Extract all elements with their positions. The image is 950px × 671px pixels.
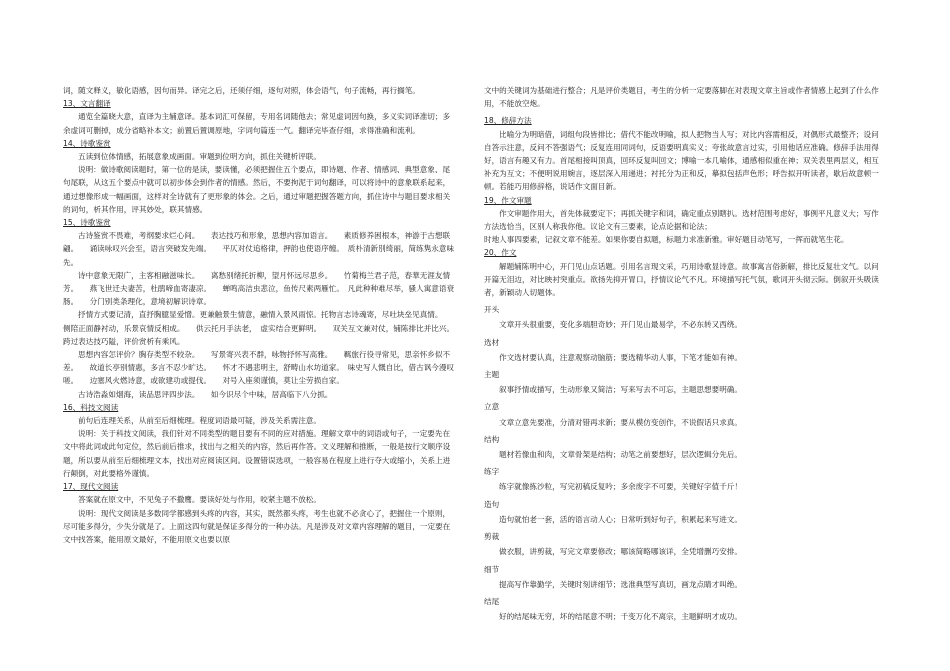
paragraph-15e: 古诗浩淼如烟海，读品思评四步法。 如今识尽个中味，居高临下八分抓。: [78, 389, 333, 399]
subheading-sentences: 造句: [484, 499, 500, 509]
heading-16-science: 16、科技文阅读: [63, 402, 119, 412]
right-paragraph-0: 文中的关键词为基础进行整合；凡是评价类题目，考生的分析一定要落脚在对表现文章主旨或作者情感上起到了什么作用，不能放空炮。: [484, 86, 879, 109]
verse-opening: 文章开头很重要，变化多端胆奇妙；开门见山最易学，不必东转又西绕。: [499, 320, 742, 330]
subheading-conception: 立意: [484, 402, 500, 412]
subheading-ending: 结尾: [484, 596, 500, 606]
heading-15-poetry: 15、诗歌鉴赏: [63, 218, 111, 228]
paragraph-16a: 前句后连理关系，从前至后细梳理。程度词语最可疑，涉及关系需注意。: [78, 416, 321, 426]
verse-wording: 练字就像拣沙粒，写完初稿反复吟；多余废字不可要，关键好字值千斤！: [499, 482, 742, 492]
verse-conception: 文章立意先要准，分清对错再求新；要从模仿变创作，不说假话只求真。: [499, 417, 742, 427]
paragraph-19b: 时地人事四要素，记叙文章不能差。如果你要自拟题，标题力求准新雅。审好题目动笔写，一挥而就笔生花。: [484, 235, 849, 245]
heading-17-modern: 17、现代文阅读: [63, 482, 119, 492]
paragraph-13: 通览全篇晓大意，直译为主辅意译。基本词汇可保留，专用名词随他去；常见虚词因句换，多义实词译准切；多余虚词可删掉，成分省略补本文；前置后置调原地，字词句篇连一气。翻译完毕查仔细，求得准确和流利。: [63, 112, 451, 135]
paragraph-15a: 古诗鉴赏不畏难，考纲要求烂心间。 表达技巧和形象，思想内容加语言。 素质修养困根本，神游于古想联翩。 诵读咏叹兴会至，语言突破发先端。 平仄对仗追格律，押韵也使语序缠。 质朴清新別绮丽，简练隽永意味先。: [63, 231, 455, 267]
paragraph-14b: 说明：做诗歌阅读题时，第一位的是读，要读懂，必须把握住五个要点，即诗题、作者、情感词、典型意象、尾句尾联，从这五个要点中就可以初步体会到作者的情感。然后，不要拘泥于词句翻译，可以将诗中的意象联系起来，通过想像形成一幅画面，这样对全诗就有了更形象的体会。之后，通过审题把握答题方向，抓住诗中与题目要求相关的词句，析其作用，评其妙处，联其情感。: [63, 165, 451, 214]
verse-details: 提高写作靠勤学，关键时刻讲细节；选准典型写真切，画龙点睛才叫绝。: [499, 579, 742, 589]
heading-18-rhetoric: 18、修辞方法: [484, 116, 532, 126]
verse-theme: 叙事抒情或描写，生动形象又简洁；写来写去不可忘，主题思想要明确。: [499, 385, 742, 395]
paragraph-14a: 五读到位体情感，拓展意象成画面。审题到位明方向，抓住关键析评联。: [78, 152, 321, 162]
subheading-details: 细节: [484, 564, 500, 574]
paragraph-15d: 思想内容怎评价？胸存类型不较杂。 写景寄兴表不群，咏物抒怀写高雅。 羁旅行役寻常见，思亲怀乡似不差。 故道长亭别情惠，多言不忍少旷达。 怀才不遇悲明主，舒畴山水坊道家。 味史写人慨自比，借古讽今漫叹嗟。 边塞风火燃诗意，或欲建功或提伐。 对号入座须谨慎，莫让尘劳损自家。: [63, 350, 455, 386]
left-column: [63, 84, 466, 546]
subheading-material: 选材: [484, 337, 500, 347]
paragraph-15c: 抒情方式要记清，直抒胸臆显爱憎。更兼触景生情意，融情入景风雨惊。托物言志诗魂寄，尽吐块垒见真情。 侧陪正面静衬动，乐景哀情反相成。 供云托月手法老， 虚实结合更鲜明。 双关互文兼对仗，铺陈排比并比兴。 跨过表达技巧隘，评价赏析有乘风。: [63, 310, 466, 346]
heading-19-essay-topic: 19、作文审题: [484, 195, 532, 205]
subheading-wording: 练字: [484, 467, 500, 477]
verse-material: 作文选材要认真，注意观察动脑筋；要选精华动人事，下笔才能如有神。: [499, 352, 742, 362]
paragraph-18: 比喻分为明暗借，词组句段皆排比；借代不能改明喻，拟人把物当人写；对比内容需相反，对偶形式最整齐；设问自答示注意，反问不答强语气；反复连用同词句，反语要明真实义；夸张故意言过实，引用他话应准确。修辞手法用得好，语言有趣又有力。首尾相接叫顶真，回环反复叫回文；博喻一本几喻体，通感相似重在神；双关表里两层义，相互补充为互文；不便明说用婉言，逐层深入用递进；衬托分为正和反，摹拟包括声色形；呼告拟开听读者，歇后故意顿一顿。若能巧用修辞格，说话作文面目新。: [484, 129, 879, 192]
verse-structure: 题材若像血和肉，文章骨架是结构；动笔之前要想好，层次逻辑分先后。: [499, 450, 742, 460]
left-paragraph-0: 词，随文释义，敏化语感，因句而异。译完之后，还须仔细，逐句对照，体会语气，句子流畅，再行搁笔。: [63, 86, 420, 95]
subheading-editing: 剪裁: [484, 532, 500, 542]
paragraph-17b: 说明：现代文阅读是多数同学都感到头疼的内容，其实，既然都头疼，考生也就不必贪心了，把握住一个原则，尽可能多得分，少失分就是了。上面这四句就是保证多得分的一种办法。凡是涉及对文章内容理解的题目，一定要在文中找答案，能用原文最好，不能用原文也要以原: [63, 508, 451, 544]
paragraph-19a: 作文审题作用大，首先体裁要定下；再抓关键字和词，确定重点别瞎扒。选材范围考虑好，事例平凡意义大；写作方法选恰当，区别人称我你他。议论文有三要素，论点论据和论法；: [484, 208, 879, 232]
heading-20-essay: 20、作文: [484, 248, 517, 258]
subheading-opening: 开头: [484, 305, 500, 315]
verse-sentences: 造句就怕老一套，活的语言动人心；日常听到好句子，积累起来写进文。: [499, 514, 742, 524]
paragraph-15b: 诗中意象无限广，主客相融滋味长。 离愁别绪托折柳，望月怀远尽思乡。 竹菊梅兰君子范，春華无涯友情芳。 燕飞世迁夫妻苦，杜鹃啼血寄凄凉。 蝉鸣高洁虫悲泣，鱼传尺素两雁忙。 凡此种种难尽举，骚人寓意语衰肠。 分门别类条理化，意境初解识诗章。: [63, 270, 455, 307]
paragraph-16b: 说明：关于科技文阅读，我们针对不同类型的题目要有不同的应对措施。理解文章中的词语或句子，一定要先在文中将此词或此句定位，然后前后推求，找出与之相关的内容，然后再作答。文义理解和推断，一般是按行文顺序设题，所以要从前至后细梳理文本，找出对应阅读区间。设置错误选项，一般容易在程度上进行夺大或缩小，关系上进行颠倒，对此要格外谨慎。: [63, 429, 451, 478]
right-column: [484, 84, 884, 623]
heading-13-translation: 13、文言翻译: [63, 99, 111, 109]
verse-editing: 做衣服，讲剪裁，写完文章要修改；哪该简略哪该详，全凭增删巧安排。: [499, 547, 742, 557]
subheading-theme: 主题: [484, 370, 500, 380]
subheading-structure: 结构: [484, 434, 500, 444]
paragraph-20: 解题辅陈明中心，开门见山点话题。引用名言现文采，巧用诗歌显诗意。故事寓言俗新解，排比反复壮文气。以问开篇无泪边，对比映衬突重点。欲扬先抑开胃口，抒情议论气不凡。环境描写托气氛，歌词开头彻云际。倒叙开头吸读者，新颖动人切题体。: [484, 261, 879, 298]
verse-ending: 好的结尾味无穷，坏的结尾意不明；千变万化不离宗，主题鲜明才成功。: [499, 612, 742, 622]
heading-14-poetry: 14、诗歌鉴赏: [63, 138, 111, 148]
paragraph-17a: 答案就在原文中，不见兔子不撒鹰。要读好处与作用，咬紧主题不放松。: [78, 495, 321, 505]
